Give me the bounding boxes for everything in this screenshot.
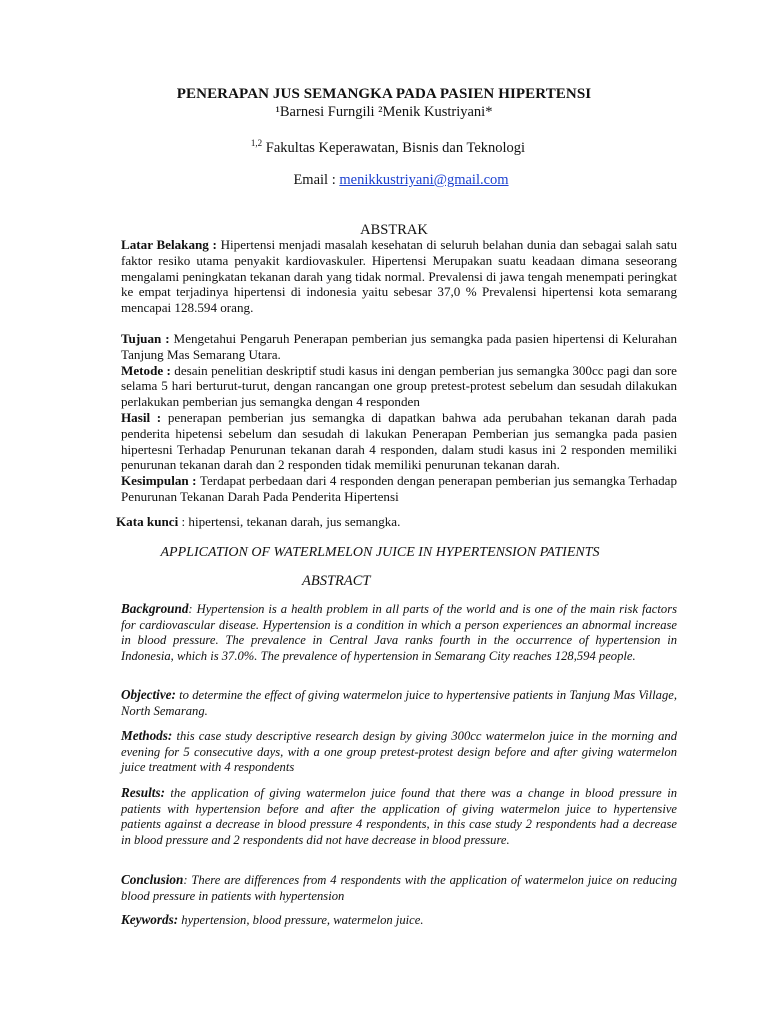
abstract-heading: ABSTRACT [302, 573, 371, 589]
kesimpulan-text: Terdapat perbedaan dari 4 responden dengan penerapan pemberian jus semangka Terhadap Penurunan Tekanan Darah Pada Penderita Hipertensi [121, 473, 677, 504]
affiliation [0, 138, 768, 157]
email-label: Email : [293, 172, 340, 188]
keywords-label: Keywords: [121, 912, 179, 927]
objective-paragraph [121, 687, 677, 719]
results-paragraph [121, 785, 677, 848]
results-text: the application of giving watermelon juice found that there was a change in blood pressure in patients with hypertension before and after the application of giving watermelon juice to hypertensive patients against a decrease in blood pressure 4 respondents, in this case study 2 respondents had a decrease in blood pressure and 2 respondents did not have decrease in blood pressure. [121, 786, 677, 847]
methods-text: this case study descriptive research design by giving 300cc watermelon juice in the morning and evening for 5 consecutive days, with a one group pretest-protest design before and after giving watermelon juice treatment with 4 respondents [121, 729, 677, 775]
tujuan-metode-paragraph [121, 331, 677, 505]
conclusion-text: : There are differences from 4 respondents with the application of watermelon juice on reducing blood pressure in patients with hypertension [121, 873, 677, 903]
paper-title: PENERAPAN JUS SEMANGKA PADA PASIEN HIPERTENSI [176, 86, 592, 102]
background-text: : Hypertension is a health problem in all parts of the world and is one of the main risk factors for cardiovascular disease. Hypertension is a condition in which a person experiences an abnormal increase in blood pressure. The prevalence in Central Java ranks fourth in the occurrence of hypertension in Indonesia, which is 37.0%. The prevalence of hypertension in Semarang City reaches 128,594 people. [121, 602, 677, 663]
methods-label: Methods: [121, 728, 173, 743]
email-link[interactable]: menikkustriyani@gmail.com [339, 172, 509, 188]
affiliation-superscript: 1,2 [250, 138, 263, 148]
abstrak-heading: ABSTRAK [360, 222, 428, 238]
author-list: ¹Barnesi Furngili ²Menik Kustriyani* [275, 104, 493, 120]
methods-paragraph [121, 728, 677, 776]
tujuan-label: Tujuan : [121, 331, 174, 346]
conclusion-paragraph [121, 872, 677, 904]
conclusion-label: Conclusion [121, 872, 184, 887]
tujuan-text: Mengetahui Pengaruh Penerapan pemberian jus semangka pada pasien hipertensi di Kelurahan Tanjung Mas Semarang Utara. [121, 331, 677, 362]
latar-belakang-label: Latar Belakang : [121, 237, 221, 252]
email-line [0, 172, 768, 189]
background-label: Background [121, 601, 189, 616]
kata-kunci-line [116, 514, 400, 530]
background-paragraph [121, 601, 677, 664]
kata-kunci-label: Kata kunci [116, 514, 179, 529]
affiliation-text: Fakultas Keperawatan, Bisnis dan Teknologi [262, 140, 526, 156]
results-label: Results: [121, 785, 165, 800]
latar-belakang-text: Hipertensi menjadi masalah kesehatan di seluruh belahan dunia dan sebagai salah satu faktor resiko utama penyakit kardiovaskuler. Hipertensi Merupakan suatu keadaan dimana seseorang mengalami peningkatan tekanan darah yang tidak normal. Prevalensi di jawa tengah menempati peringkat ke empat terjadinya hipertensi di indonesia yaitu sebesar 37,0 % Prevalensi hipertensi kota semarang mencapai 128.594 orang. [121, 237, 677, 316]
keywords-paragraph [121, 912, 677, 929]
hasil-label: Hasil : [121, 409, 168, 425]
latar-belakang-paragraph [121, 237, 677, 316]
keywords-text: hypertension, blood pressure, watermelon juice. [178, 913, 424, 927]
objective-text: to determine the effect of giving watermelon juice to hypertensive patients in Tanjung Mas Village, North Semarang. [121, 688, 677, 718]
english-title: APPLICATION OF WATERLMELON JUICE IN HYPERTENSION PATIENTS [160, 545, 600, 560]
hasil-text: penerapan pemberian jus semangka di dapatkan bahwa ada perubahan tekanan darah pada penderita hipetensi sebelum dan sesudah di lakukan Penerapan Pemberian jus semangka pada pasien hipertesni Terhadap Penurunan tekanan darah 4 responden, dalam studi kasus ini 2 responden memiliki penurunan tekanan darah dan 2 responden tidak memiliki penurunan tekanan darah. [121, 409, 677, 473]
objective-label: Objective: [121, 687, 176, 702]
kesimpulan-label: Kesimpulan : [121, 473, 200, 489]
metode-label: Metode : [121, 362, 175, 378]
kata-kunci-text: : hipertensi, tekanan darah, jus semangka. [178, 514, 401, 529]
metode-text: desain penelitian deskriptif studi kasus ini dengan pemberian jus semangka 300cc pagi dan sore selama 5 hari berturut-turut, dengan rancangan one group pretest-protest sebelum dan sesudah dilakukan perlakukan pemberian jus semangka dengan 4 responden [121, 362, 677, 410]
